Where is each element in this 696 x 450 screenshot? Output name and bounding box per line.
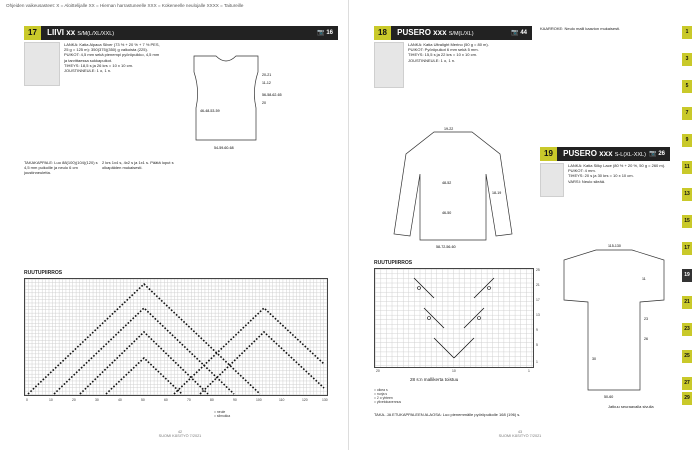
x-tick: 100 <box>256 398 262 402</box>
schematic-label: 23 <box>644 317 648 321</box>
x-tick: 0 <box>26 398 28 402</box>
camera-icon: 📷 26 <box>649 151 665 157</box>
materials-block <box>408 42 532 118</box>
index-tab[interactable]: 13 <box>682 188 692 201</box>
y-tick: 17 <box>536 298 540 302</box>
difficulty-legend: Ohjeiden vaikeusasteet: X = Aloittelijalle XX = Hieman harrastuneelle XXX = Kokeneelle neulojalle XXXX = Taitureille <box>0 0 696 14</box>
pattern-sizes: S/M(L/XL) <box>448 31 474 37</box>
schematic-label: 56-58-62-65 <box>262 93 282 97</box>
gauge: TIHEYS: 20 s ja 30 krs = 10 x 10 cm. <box>568 173 634 179</box>
continues-caption: Jatkuu seuraavalla sivulla <box>608 404 654 409</box>
y-tick: 5 <box>536 343 538 347</box>
x-tick: 110 <box>279 398 285 402</box>
schematic-label: 115-130 <box>608 244 621 248</box>
materials: LANKA: Katia Silky Lace (80 % + 20 %, 50 g = 260 m). <box>568 163 666 168</box>
yoke-instructions: KAARROKE: Neulo malli kaavion mukaisesti. <box>540 26 621 31</box>
photo-page-ref: 26 <box>658 151 665 157</box>
stitch-pattern: VARSI: Neulo sileää. <box>568 178 606 184</box>
left-footer <box>120 430 240 438</box>
schematic-label: 30 <box>592 357 596 361</box>
index-tab[interactable]: 27 <box>682 377 692 390</box>
stitch-pattern: JOUSTINNEULE: 1 o, 1 n. <box>408 57 456 63</box>
pattern-title: PUSERO <box>397 28 431 37</box>
chart-decrease-mark <box>424 308 444 328</box>
index-tab[interactable]: 29 <box>682 392 692 405</box>
index-tab[interactable]: 15 <box>682 215 692 228</box>
y-tick: 9 <box>536 328 538 332</box>
schematic-label: 50-60 <box>604 395 614 399</box>
magazine-issue: SUOMI KÄSITYÖ 7/2021 <box>498 434 542 438</box>
vest-schematic <box>184 52 294 156</box>
index-tab-active[interactable]: 19 <box>682 269 692 282</box>
schematic-label: 58-72-56-60 <box>436 245 456 249</box>
schematic-label: 11-12 <box>262 81 271 85</box>
schematic-label: 20-21 <box>262 73 272 77</box>
chart-diagonal <box>200 332 324 394</box>
chart-legend <box>214 410 230 418</box>
body-instructions: TAKA- JA ETUKAPPALEEN ALAOSA: Luo pienemmälle pyöröpuikolle 168 (196) s. <box>374 412 521 417</box>
chart-diagonal <box>28 284 260 394</box>
chart-legend <box>374 388 534 404</box>
photo-page-ref: 44 <box>520 30 527 36</box>
x-tick: 70 <box>187 398 191 402</box>
materials-block <box>64 42 162 88</box>
right-footer <box>460 430 580 438</box>
camera-icon: 📷 16 <box>317 30 333 36</box>
schematic-label: 54-59-60-68 <box>214 146 234 150</box>
x-tick: 90 <box>233 398 237 402</box>
repeat-label: 28 s:n mallikerta toistuu <box>410 377 459 382</box>
difficulty-level: xx <box>66 28 76 37</box>
chart-yarnover-mark <box>478 317 481 320</box>
schematic-label: 19-22 <box>444 127 454 131</box>
chart-y-axis <box>536 268 548 368</box>
camera-icon: 📷 44 <box>511 30 527 36</box>
pattern-number: 19 <box>540 147 557 161</box>
col2-instructions: 2 krs 1x4 s, 4x2 s ja 1x1 s. Päätä loput s olkapäiden mukaisesti. <box>102 160 174 171</box>
schematic-label: 46-50 <box>442 211 452 215</box>
index-tab[interactable]: 1 <box>682 26 692 39</box>
pattern-index-tabs <box>682 26 692 405</box>
garment-thumbnail <box>24 42 60 86</box>
chart-yarnover-mark <box>418 287 421 290</box>
chart-decrease-mark <box>414 278 434 298</box>
gauge: TIHEYS: 15,5 s ja 22 krs = 10 x 10 cm. <box>408 52 478 58</box>
schematic-label: 11 <box>642 277 646 281</box>
schematic-label: 26 <box>644 337 648 341</box>
chart-title: RUUTUPIIRROS <box>24 270 63 276</box>
chart-diagonal <box>106 358 182 394</box>
y-tick: 25 <box>536 268 540 272</box>
chart-decrease-mark <box>474 278 494 298</box>
x-tick: 1 <box>528 369 530 373</box>
magazine-issue: SUOMI KÄSITYÖ 7/2021 <box>158 434 202 438</box>
legend-item: = ylivetokavennus <box>374 400 402 404</box>
x-tick: 10 <box>49 398 53 402</box>
chart-decrease-mark <box>464 308 484 328</box>
pattern-18-header <box>374 26 532 40</box>
pattern-number: 17 <box>24 26 41 40</box>
photo-page-ref: 16 <box>326 30 333 36</box>
x-tick: 50 <box>141 398 145 402</box>
lace-chart-motif <box>374 268 534 368</box>
x-tick: 10 <box>452 369 456 373</box>
materials-block <box>568 163 670 217</box>
x-tick: 30 <box>95 398 99 402</box>
y-tick: 13 <box>536 313 540 317</box>
x-tick: 60 <box>164 398 168 402</box>
gauge: TIHEYS: 18,5 s ja 26 krs = 10 x 10 cm. <box>64 62 134 68</box>
schematic-label: 18-19 <box>492 191 502 195</box>
needles: PUIKOT: Pyöröpuikot 6 mm sekä 5 mm. <box>408 47 479 53</box>
index-tab[interactable]: 23 <box>682 323 692 336</box>
index-tab[interactable]: 9 <box>682 134 692 147</box>
legend-item: = silmukka <box>214 414 231 418</box>
chart-yarnover-mark <box>428 317 431 320</box>
index-tab[interactable]: 3 <box>682 53 692 66</box>
pattern-19-header <box>540 147 670 161</box>
pattern-title: LIIVI <box>47 28 65 37</box>
sweater-19-schematic <box>556 240 672 400</box>
index-tab[interactable]: 21 <box>682 296 692 309</box>
difficulty-level: xxx <box>599 149 613 158</box>
legend-item: = nurja s <box>374 392 388 396</box>
index-tab[interactable]: 17 <box>682 242 692 255</box>
index-tab[interactable]: 11 <box>682 161 692 174</box>
page-number: 42 <box>177 430 183 434</box>
garment-thumbnail <box>540 163 564 197</box>
legend-item: = 2 o yhteen <box>374 396 393 400</box>
legend-item: = neule <box>214 410 226 414</box>
page-number: 43 <box>517 430 523 434</box>
chart-yarnover-mark <box>488 287 491 290</box>
y-tick: 1 <box>536 360 538 364</box>
x-tick: 120 <box>302 398 308 402</box>
pattern-17-header <box>24 26 338 40</box>
materials: LANKA: Katia Ultralight Merino (50 g = 80 m). <box>408 42 489 47</box>
schematic-label: 46-48-53-59 <box>200 109 220 113</box>
chart-x-axis <box>374 369 534 374</box>
chart-decrease-mark <box>454 338 474 358</box>
x-tick: 40 <box>118 398 122 402</box>
page-gutter <box>348 0 349 450</box>
materials: LANKA: Katia Alpaca Silver (73 % + 20 % + 7 % PES, 25 g = 125 m): 350(375)(350) g valkoista (225). <box>64 42 160 53</box>
index-tab[interactable]: 25 <box>682 350 692 363</box>
pattern-number: 18 <box>374 26 391 40</box>
pattern-title: PUSERO <box>563 149 597 158</box>
legend-item: = oikea s <box>374 388 388 392</box>
pattern-sizes: S/M(L/XL/XXL) <box>77 31 115 37</box>
x-tick: 20 <box>376 369 380 373</box>
stitch-pattern: JOUSTINNEULE: 1 o, 1 n. <box>64 68 112 74</box>
x-tick: 130 <box>322 398 328 402</box>
garment-thumbnail <box>374 42 404 88</box>
chart-diagonal <box>54 308 234 394</box>
needles: PUIKOT: 4,5 mm sekä pienempi pyöröpuikko, 4,5 mm ja tarvittaessa sukkapuikot. <box>64 52 160 63</box>
chart-diagonal <box>174 308 324 394</box>
x-tick: 80 <box>210 398 214 402</box>
y-tick: 21 <box>536 283 540 287</box>
chart-diagonal <box>80 332 208 394</box>
difficulty-level: xxx <box>433 28 447 37</box>
needles: PUIKOT: 4 mm. <box>568 168 596 174</box>
sweater-schematic <box>388 124 518 250</box>
schematic-label: 48-52 <box>442 181 452 185</box>
x-tick: 20 <box>72 398 76 402</box>
index-tab[interactable]: 7 <box>682 107 692 120</box>
chart-decrease-mark <box>434 338 454 358</box>
diamond-chart-motif <box>24 278 328 396</box>
chart-title: RUUTUPIIRROS <box>374 260 413 266</box>
index-tab[interactable]: 5 <box>682 80 692 93</box>
chart-x-axis <box>24 398 328 404</box>
pattern-sizes: S-L(XL-XXL) <box>614 152 646 158</box>
schematic-label: 20 <box>262 101 266 105</box>
back-piece-instructions: TAKAKAPPALE: Luo 88(100)(104)(120) s 4,5 mm puikoille ja neulo 6 cm joustinneuletta. <box>24 160 98 176</box>
